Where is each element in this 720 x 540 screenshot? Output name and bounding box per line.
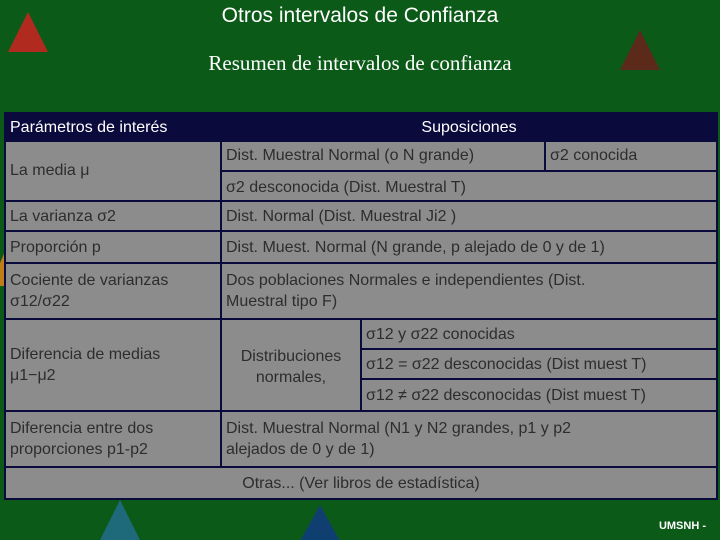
decor-star-icon [300, 505, 340, 540]
row-proporcion-cond: Dist. Muest. Normal (N grande, p alejado de 0 y de 1) [222, 232, 716, 262]
row-diff-medias-mid [222, 320, 360, 410]
row-cociente-cond-line1: Dos poblaciones Normales e independientes (Dist. [226, 272, 586, 289]
row-varianza-cond: Dist. Normal (Dist. Muestral Ji2 ) [222, 202, 716, 230]
row-otras: Otras... (Ver libros de estadística) [6, 468, 716, 498]
row-diff-medias-label-line2: μ1−μ2 [10, 367, 56, 384]
row-diff-medias-label-line1: Diferencia de medias [10, 346, 161, 363]
slide-title: Otros intervalos de Confianza [221, 4, 499, 27]
row-cociente-label-line2: σ12/σ22 [10, 293, 70, 310]
row-varianza-label: La varianza σ2 [6, 202, 220, 230]
slide-subtitle: Resumen de intervalos de confianza [208, 51, 512, 75]
row-cociente-cond [222, 264, 716, 318]
header-parametros: Parámetros de interés [6, 116, 220, 140]
row-diff-medias-label [6, 320, 220, 410]
row-diff-prop-label [6, 412, 220, 466]
row-diff-medias-case2: σ12 = σ22 desconocidas (Dist muest T) [362, 350, 716, 378]
row-proporcion-label: Proporción p [6, 232, 220, 262]
footer-label: UMSNH - [658, 520, 706, 532]
row-diff-prop-cond [222, 412, 716, 466]
row-media-cond1: Dist. Muestral Normal (o N grande) [222, 142, 544, 170]
row-diff-medias-case1: σ12 y σ22 conocidas [362, 320, 716, 348]
row-cociente-cond-line2: Muestral tipo F) [226, 293, 338, 310]
row-diff-prop-label-line2: proporciones p1-p2 [10, 441, 148, 458]
row-media-cond1-b: σ2 conocida [546, 142, 716, 170]
row-diff-prop-cond-line1: Dist. Muestral Normal (N1 y N2 grandes, p1 y p2 [226, 420, 572, 437]
intervals-table [4, 112, 718, 500]
row-diff-medias-case3: σ12 ≠ σ22 desconocidas (Dist muest T) [362, 380, 716, 410]
row-media-cond2: σ2 desconocida (Dist. Muestral T) [222, 172, 716, 200]
row-diff-prop-label-line1: Diferencia entre dos [10, 420, 154, 437]
row-diff-medias-mid-line2: normales, [255, 369, 327, 386]
row-cociente-label [6, 264, 220, 318]
decor-star-icon [100, 500, 140, 540]
row-diff-medias-mid-line1: Distribuciones [240, 348, 342, 365]
row-diff-prop-cond-line2: alejados de 0 y de 1) [226, 441, 375, 458]
header-suposiciones: Suposiciones [222, 116, 716, 140]
row-cociente-label-line1: Cociente de varianzas [10, 272, 169, 289]
row-media-label: La media μ [6, 142, 220, 200]
